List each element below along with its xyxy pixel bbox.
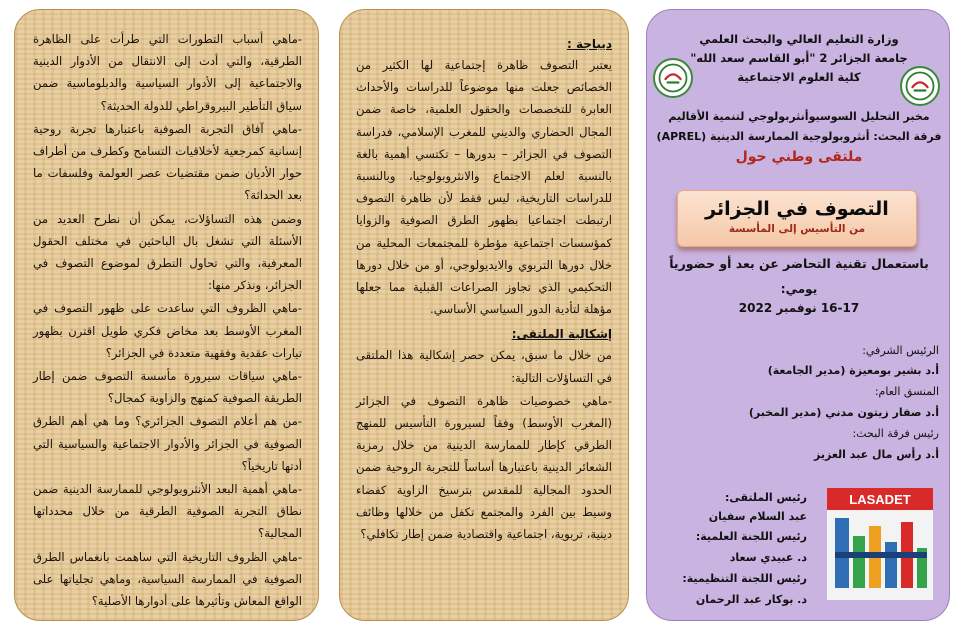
conference-subtitle: من التأسيس إلى المأسسة [728,223,866,235]
university-name: جامعة الجزائر 2 "أبو القاسم سعد الله" [690,51,908,65]
faculty-name: كلية العلوم الاجتماعية [737,70,861,84]
conference-title-box [677,190,917,247]
conference-dates: 16-17 نوفمبر 2022 [738,301,860,315]
ministry-name: وزارة التعليم العالي والبحث العلمي [699,32,899,46]
question-paragraph: -ماهي آفاق التجربة الصوفية باعتبارها تجربة روحية إنسانية كمرجعية لأخلاقيات التسامح وكطرف من أطراف حوار الأديان ضمن مقتضيات عصر العولمة وفلسفات ما بعد الحداثة؟ [33,121,302,203]
conference-chair-name: عبد السلام سفيان [708,510,807,523]
left-panel [14,9,319,621]
problem-text: -ماهي خصوصيات ظاهرة التصوف في الجزائر (المغرب الأوسط) وفقاً لسيرورة التأسيس للمنهج الطرقي كإطار للممارسة الدينية من خلال رمزية الشعائر الدينية باعتبارها أساساً للتجربة الروحية ضمن الحدود المجالية للمقدس بترسيخ الزاوية كفضاء وسيط بين الفرد والمجتمع تكفل من خلالها وظائف دينية، تربوية، اجتماعية واقتصادية ضمن إطار تكافلي؟ [356,393,612,542]
conference-title: التصوف في الجزائر [705,198,889,220]
problem-title: إشكالية الملتقى: [511,327,612,342]
question-paragraph: -من هم أعلام التصوف الجزائري؟ وما هي أهم الطرق الصوفية في الجزائر والأدوار الاجتماعية والسياسية التي أدتها تاريخياً؟ [33,414,302,473]
honorary-chair-label: الرئيس الشرفي: [862,344,939,357]
questions-text [33,28,302,612]
university-logo-right [900,66,940,106]
preamble-title: ديباجة : [567,37,612,51]
lab-name: مخبر التحليل السوسيوأنثربولوجي لتنمية الأقاليم [668,110,930,123]
question-paragraph: وضمن هذه التساؤلات، يمكن أن نطرح العديد من الأسئلة التي تشغل بال الباحثين في مختلف الحقول المعرفية، والتي تحاول التطرق لموضوع التصوف في الجزائر، ونذكر منها: [33,211,302,293]
middle-panel [339,9,629,621]
preamble-text: يعتبر التصوف ظاهرة إجتماعية لها الكثير من الخصائص جعلت منها موضوعاً للدراسات والأحداث العابرة للتخصصات والحقول العلمية، خاصة ضمن المجال الحضاري والديني للمغرب الإسلامي، فدراسة التصوف في الجزائر – بدورها – تكتسي أهمية بالغة بالنسبة لعلم الاجتماع والانثروبولوجيا، وبالنسبة للدراسات التاريخية، ليس فقط لأن ظاهرة التصوف ارتبطت اجتماعيا بظهور الطرق الصوفية والزوايا كمؤسسات اجتماعية مؤطرة للمجتمعات المحلية من خلال دورها التربوي والايديولوجي، أو من خلال دورها التحكيمي الذي تجاوز الصراعات القبلية مما جعلها مؤهلة لتأدية الدور السياسي الأساسي. [356,58,612,317]
problem-intro: من خلال ما سبق، يمكن حصر إشكالية هذا الملتقى في التساؤلات التالية: [356,348,612,385]
question-paragraph: -ماهي سياقات سيرورة مأسسة التصوف ضمن إطار الطريقة الصوفية كمنهج والزاوية كمجال؟ [33,369,302,406]
attendance-mode: باستعمال تقنية التحاضر عن بعد أو حضورياً [669,256,929,271]
university-logo-left [653,58,693,98]
team-head-name: أ.د رأس مال عبد العزيز [814,448,939,461]
question-paragraph: -ماهي الظروف التي ساعدت على ظهور التصوف في المغرب الأوسط بعد مخاض فكري طويل اقترن بظهور تيارات عقدية وفقهية متعددة في الجزائر؟ [33,301,302,360]
team-head-label: رئيس فرقة البحث: [852,427,939,440]
cover-panel [646,9,950,621]
lasadet-logo [827,488,933,600]
scientific-committee-name: د. عبيدي سعاد [729,551,807,564]
organizing-committee-name: د. بوكار عبد الرحمان [695,593,807,606]
question-paragraph: -ماهي أهمية البعد الأنثروبولوجي للممارسة الدينية ضمن نطاق التجربة الصوفية الطرقية من خلال محدداتها المجالية؟ [33,482,302,541]
research-team: فرقة البحث: أنثروبولوجية الممارسة الدينية (APREL) [656,130,942,143]
question-paragraph: -ماهي أسباب التطورات التي طرأت على الظاهرة الطرقية، والتي أدت إلى الانتقال من الأدوار الدينية والاجتماعية إلى الأدوار السياسية والدبلوماسية ضمن سياق التأطير البيروقراطي للدولة الحديثة؟ [33,32,302,113]
conference-chair-label: رئيس الملتقى: [724,491,807,504]
question-paragraph: -ماهي الظروف التاريخية التي ساهمت بانغماس الطرق الصوفية في الممارسة السياسية، وماهي تجلياتها على الواقع المعاش وتأثيرها على أدوارها الأصلية؟ [33,549,302,609]
scientific-committee-label: رئيس اللجنة العلمية: [695,530,807,543]
coordinator-label: المنسق العام: [874,385,939,398]
days-label: يومي: [780,282,818,296]
organizing-committee-label: رئيس اللجنة التنظيمية: [682,572,807,585]
lasadet-logo-text: LASADET [849,492,911,507]
event-type: ملتقى وطني حول [735,149,863,165]
coordinator-name: أ.د صفار زيتون مدني (مدير المخبر) [748,406,939,419]
honorary-chair-name: أ.د بشير بومعيزة (مدير الجامعة) [767,364,939,377]
